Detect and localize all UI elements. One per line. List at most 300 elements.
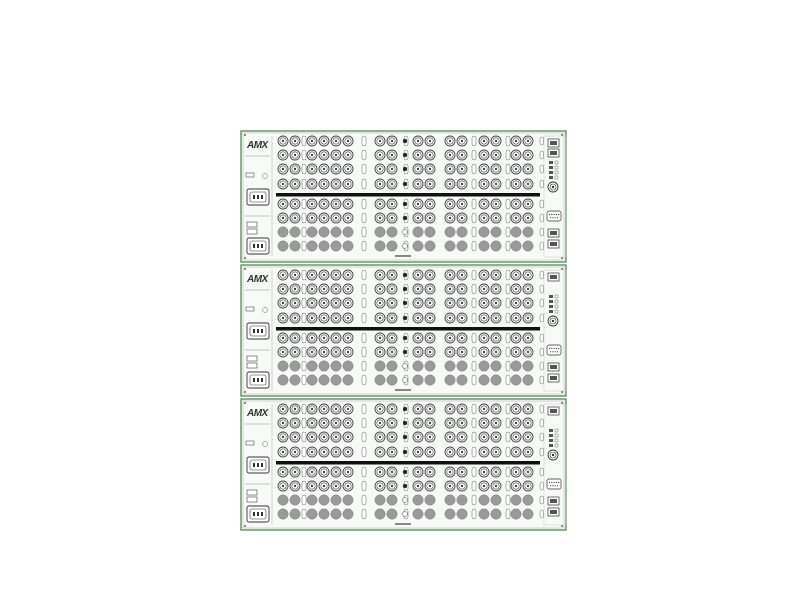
blank-plate xyxy=(331,509,341,519)
bnc-pin xyxy=(461,337,463,339)
card-ejector xyxy=(362,418,366,428)
blank-connector-icon xyxy=(445,361,455,371)
bnc-pin xyxy=(483,217,485,219)
bnc-connector-icon xyxy=(307,333,317,343)
bnc-connector-icon xyxy=(290,432,300,442)
status-led-icon xyxy=(549,439,553,442)
bnc-connector-icon xyxy=(307,447,317,457)
bnc-connector-icon xyxy=(491,136,501,146)
status-led-icon xyxy=(403,407,407,411)
bnc-pin xyxy=(391,274,393,276)
blank-plate xyxy=(523,361,533,371)
status-led-icon xyxy=(549,434,553,437)
blank-plate xyxy=(307,241,317,251)
bnc-connector-icon xyxy=(479,481,489,491)
bnc-pin xyxy=(429,140,431,142)
blank-plate xyxy=(425,241,435,251)
bnc-connector-icon xyxy=(457,284,467,294)
card-ejector xyxy=(472,404,476,414)
bnc-pin xyxy=(483,471,485,473)
bnc-connector-icon xyxy=(457,481,467,491)
mount-hole xyxy=(561,134,563,136)
blank-plate xyxy=(290,241,300,251)
bnc-connector-icon xyxy=(413,136,423,146)
status-led-icon xyxy=(403,216,407,220)
bnc-pin xyxy=(483,288,485,290)
bnc-pin xyxy=(391,140,393,142)
bnc-connector-icon xyxy=(511,447,521,457)
card-ejector xyxy=(302,313,306,323)
card-ejector xyxy=(362,432,366,442)
bnc-pin xyxy=(429,485,431,487)
rj45-jack xyxy=(550,365,557,369)
bnc-connector-icon xyxy=(491,333,501,343)
blank-connector-icon xyxy=(511,375,521,385)
blank-connector-icon xyxy=(307,495,317,505)
bnc-pin xyxy=(282,436,284,438)
rj45-jack xyxy=(550,376,557,380)
blank-connector-icon xyxy=(307,361,317,371)
bnc-connector-icon xyxy=(479,333,489,343)
bnc-pin xyxy=(335,451,337,453)
bnc-connector-icon xyxy=(290,481,300,491)
bnc-pin xyxy=(461,168,463,170)
blank-plate xyxy=(491,495,501,505)
bnc-connector-icon xyxy=(457,270,467,280)
bnc-connector-icon xyxy=(479,347,489,357)
bnc-connector-icon xyxy=(290,467,300,477)
bnc-pin xyxy=(335,302,337,304)
bnc-connector-icon xyxy=(307,164,317,174)
blank-plate xyxy=(343,227,353,237)
bnc-pin xyxy=(311,485,313,487)
card-ejector xyxy=(506,481,510,491)
bnc-connector-icon xyxy=(425,150,435,160)
blank-plate xyxy=(375,495,385,505)
blank-plate xyxy=(413,361,423,371)
card-ejector xyxy=(302,404,306,414)
bnc-pin xyxy=(495,351,497,353)
bnc-pin xyxy=(311,451,313,453)
status-led-icon xyxy=(403,167,407,171)
bnc-pin xyxy=(391,422,393,424)
status-led-icon xyxy=(549,305,553,308)
blank-plate xyxy=(511,227,521,237)
bnc-pin xyxy=(379,451,381,453)
bnc-pin xyxy=(391,203,393,205)
bnc-pin xyxy=(347,288,349,290)
bnc-pin xyxy=(429,422,431,424)
card-ejector xyxy=(302,298,306,308)
blank-plate xyxy=(331,361,341,371)
bnc-pin xyxy=(449,168,451,170)
card-ejector xyxy=(540,299,544,307)
blank-connector-icon xyxy=(319,375,329,385)
bnc-pin xyxy=(461,485,463,487)
bnc-connector-icon xyxy=(278,298,288,308)
bnc-connector-icon xyxy=(343,199,353,209)
bnc-connector-icon xyxy=(511,298,521,308)
blank-plate xyxy=(425,227,435,237)
card-ejector xyxy=(506,164,510,174)
bnc-connector-icon xyxy=(479,136,489,146)
blank-connector-icon xyxy=(413,375,423,385)
card-ejector xyxy=(362,467,366,477)
bnc-connector-icon xyxy=(387,404,397,414)
bnc-pin xyxy=(294,203,296,205)
bnc-connector-icon xyxy=(375,284,385,294)
bnc-pin xyxy=(417,140,419,142)
blank-plate xyxy=(319,227,329,237)
card-ejector xyxy=(302,467,306,477)
bnc-connector-icon xyxy=(425,447,435,457)
bnc-pin xyxy=(429,288,431,290)
bnc-connector-icon xyxy=(278,404,288,414)
bnc-pin xyxy=(294,168,296,170)
power-inlet-pin xyxy=(253,512,255,516)
bnc-connector-icon xyxy=(387,179,397,189)
bnc-connector-icon xyxy=(523,298,533,308)
bnc-pin xyxy=(335,217,337,219)
bnc-connector-icon xyxy=(425,432,435,442)
bnc-pin xyxy=(515,485,517,487)
card-ejector xyxy=(302,495,306,505)
blank-connector-icon xyxy=(387,361,397,371)
blank-connector-icon xyxy=(331,509,341,519)
bnc-connector-icon xyxy=(375,432,385,442)
bnc-connector-icon xyxy=(375,347,385,357)
status-led-icon xyxy=(403,182,407,186)
blank-connector-icon xyxy=(445,509,455,519)
card-ejector xyxy=(506,432,510,442)
bnc-connector-icon xyxy=(511,418,521,428)
card-ejector xyxy=(362,313,366,323)
blank-connector-icon xyxy=(387,241,397,251)
bnc-connector-icon xyxy=(445,199,455,209)
bnc-connector-icon xyxy=(425,404,435,414)
bnc-pin xyxy=(461,140,463,142)
bnc-pin xyxy=(449,302,451,304)
blank-plate xyxy=(457,227,467,237)
bnc-connector-icon xyxy=(479,313,489,323)
bnc-connector-icon xyxy=(343,164,353,174)
bnc-pin xyxy=(311,302,313,304)
bnc-connector-icon xyxy=(511,179,521,189)
bnc-pin xyxy=(311,351,313,353)
mount-hole xyxy=(244,134,246,136)
bnc-connector-icon xyxy=(331,467,341,477)
card-ejector xyxy=(506,467,510,477)
bnc-connector-icon xyxy=(319,213,329,223)
blank-plate xyxy=(523,227,533,237)
status-led-icon xyxy=(549,300,553,303)
bnc-connector-icon xyxy=(387,313,397,323)
status-led-icon xyxy=(549,429,553,432)
bnc-pin xyxy=(429,302,431,304)
mount-hole xyxy=(244,268,246,270)
bnc-connector-icon xyxy=(491,313,501,323)
blank-connector-icon xyxy=(278,241,288,251)
bnc-pin xyxy=(495,203,497,205)
bnc-connector-icon xyxy=(278,213,288,223)
db9-pin xyxy=(550,217,551,218)
blank-connector-icon xyxy=(523,227,533,237)
bnc-connector-icon xyxy=(331,333,341,343)
card-ejector xyxy=(506,199,510,209)
bnc-connector-icon xyxy=(445,270,455,280)
bnc-pin xyxy=(294,351,296,353)
blank-plate xyxy=(290,495,300,505)
bnc-connector-icon xyxy=(523,404,533,414)
card-ejector xyxy=(472,179,476,189)
rj45-jack xyxy=(550,409,557,413)
bnc-connector-icon xyxy=(523,270,533,280)
card-ejector xyxy=(472,213,476,223)
bnc-connector-icon xyxy=(343,333,353,343)
bnc-pin xyxy=(323,485,325,487)
bnc-pin xyxy=(527,168,529,170)
bnc-pin xyxy=(347,422,349,424)
bnc-pin xyxy=(323,274,325,276)
card-ejector xyxy=(540,348,544,356)
blank-connector-icon xyxy=(343,241,353,251)
bnc-connector-icon xyxy=(343,179,353,189)
mount-hole xyxy=(561,525,563,527)
bnc-pin xyxy=(379,485,381,487)
bnc-connector-icon xyxy=(457,136,467,146)
rj45-jack xyxy=(550,141,557,145)
blank-plate xyxy=(511,495,521,505)
bnc-pin xyxy=(347,154,349,156)
card-ejector xyxy=(540,362,544,370)
status-led-icon xyxy=(403,244,408,249)
bnc-connector-icon xyxy=(331,481,341,491)
card-ejector xyxy=(540,314,544,322)
bnc-pin xyxy=(323,471,325,473)
card-ejector xyxy=(302,241,306,251)
bnc-pin xyxy=(417,471,419,473)
bnc-connector-icon xyxy=(319,199,329,209)
bnc-pin xyxy=(417,302,419,304)
bnc-connector-icon xyxy=(343,447,353,457)
bnc-connector-icon xyxy=(425,347,435,357)
power-inlet-icon xyxy=(247,189,269,205)
card-ejector xyxy=(540,376,544,384)
bnc-pin xyxy=(347,471,349,473)
bnc-pin xyxy=(335,317,337,319)
blank-plate xyxy=(343,375,353,385)
card-ejector xyxy=(362,347,366,357)
bnc-connector-icon xyxy=(343,270,353,280)
bnc-connector-icon xyxy=(375,136,385,146)
bnc-pin xyxy=(294,140,296,142)
bnc-pin xyxy=(311,203,313,205)
bnc-pin xyxy=(417,217,419,219)
bnc-connector-icon xyxy=(290,313,300,323)
bnc-pin xyxy=(335,337,337,339)
blank-connector-icon xyxy=(290,227,300,237)
bnc-pin xyxy=(495,302,497,304)
card-ejector xyxy=(472,375,476,385)
blank-connector-icon xyxy=(290,495,300,505)
bnc-connector-icon xyxy=(445,432,455,442)
bnc-pin xyxy=(294,471,296,473)
blank-connector-icon xyxy=(425,509,435,519)
blank-plate xyxy=(445,509,455,519)
bnc-pin xyxy=(347,337,349,339)
card-ejector xyxy=(540,419,544,427)
card-ejector xyxy=(302,347,306,357)
blank-connector-icon xyxy=(290,375,300,385)
mount-hole xyxy=(244,391,246,393)
blank-plate xyxy=(307,375,317,385)
blank-connector-icon xyxy=(413,241,423,251)
bnc-connector-icon xyxy=(319,298,329,308)
power-inlet-pin xyxy=(261,244,263,248)
blank-plate xyxy=(387,509,397,519)
bnc-pin xyxy=(347,217,349,219)
bnc-pin xyxy=(379,203,381,205)
bnc-pin xyxy=(449,288,451,290)
status-led-icon xyxy=(403,316,407,320)
bnc-pin xyxy=(323,451,325,453)
bnc-connector-icon xyxy=(511,270,521,280)
bnc-connector-icon xyxy=(343,313,353,323)
card-ejector xyxy=(472,495,476,505)
card-ejector xyxy=(302,284,306,294)
card-divider xyxy=(276,461,540,465)
card-ejector xyxy=(302,136,306,146)
blank-connector-icon xyxy=(343,361,353,371)
bnc-connector-icon xyxy=(511,481,521,491)
model-label xyxy=(395,389,411,391)
bnc-pin xyxy=(311,154,313,156)
bnc-pin xyxy=(391,451,393,453)
blank-plate xyxy=(307,495,317,505)
card-ejector xyxy=(540,433,544,441)
bnc-pin xyxy=(495,217,497,219)
bnc-pin xyxy=(483,154,485,156)
db9-pin xyxy=(554,348,555,349)
bnc-pin xyxy=(335,422,337,424)
bnc-pin xyxy=(515,183,517,185)
blank-plate xyxy=(387,361,397,371)
card-ejector xyxy=(506,333,510,343)
bnc-pin xyxy=(379,217,381,219)
bnc-pin xyxy=(311,337,313,339)
bnc-pin xyxy=(527,288,529,290)
bnc-connector-icon xyxy=(445,481,455,491)
blank-connector-icon xyxy=(278,361,288,371)
bnc-connector-icon xyxy=(290,404,300,414)
fuse-holder xyxy=(247,222,257,227)
bnc-pin xyxy=(483,451,485,453)
bnc-connector-icon xyxy=(511,164,521,174)
bnc-connector-icon xyxy=(457,164,467,174)
blank-plate xyxy=(387,241,397,251)
blank-plate xyxy=(491,227,501,237)
bnc-pin xyxy=(461,217,463,219)
bnc-pin xyxy=(515,140,517,142)
bnc-pin xyxy=(311,274,313,276)
card-ejector xyxy=(506,136,510,146)
bnc-connector-icon xyxy=(511,213,521,223)
bnc-pin xyxy=(282,154,284,156)
blank-plate xyxy=(307,361,317,371)
bnc-pin xyxy=(449,217,451,219)
bnc-pin xyxy=(417,288,419,290)
mount-hole xyxy=(561,391,563,393)
bnc-pin xyxy=(282,471,284,473)
card-ejector xyxy=(540,242,544,250)
bnc-connector-icon xyxy=(331,136,341,146)
bnc-connector-icon xyxy=(413,270,423,280)
blank-connector-icon xyxy=(343,509,353,519)
bnc-pin xyxy=(311,183,313,185)
bnc-connector-icon xyxy=(387,270,397,280)
bnc-pin xyxy=(461,203,463,205)
blank-plate xyxy=(445,241,455,251)
bnc-connector-icon xyxy=(523,432,533,442)
blank-connector-icon xyxy=(375,227,385,237)
card-ejector xyxy=(540,165,544,173)
power-inlet-pin xyxy=(257,463,259,467)
blank-plate xyxy=(278,227,288,237)
power-inlet-pin xyxy=(253,195,255,199)
bnc-connector-icon xyxy=(375,298,385,308)
bnc-pin xyxy=(282,317,284,319)
bnc-pin xyxy=(495,485,497,487)
bnc-connector-icon xyxy=(425,313,435,323)
bnc-pin xyxy=(495,436,497,438)
blank-connector-icon xyxy=(375,509,385,519)
bnc-connector-icon xyxy=(491,404,501,414)
blank-plate xyxy=(457,495,467,505)
bnc-pin xyxy=(449,140,451,142)
bnc-connector-icon xyxy=(413,298,423,308)
rj45-port-icon xyxy=(548,229,559,237)
db9-pin xyxy=(554,214,555,215)
card-ejector xyxy=(472,270,476,280)
blank-connector-icon xyxy=(479,375,489,385)
bnc-connector-icon xyxy=(523,467,533,477)
bnc-pin xyxy=(323,154,325,156)
bnc-connector-icon xyxy=(457,179,467,189)
bnc-connector-icon xyxy=(331,432,341,442)
bnc-pin xyxy=(379,168,381,170)
bnc-connector-icon xyxy=(290,298,300,308)
bnc-connector-icon xyxy=(290,270,300,280)
blank-plate xyxy=(387,375,397,385)
power-inlet-pin xyxy=(257,329,259,333)
blank-connector-icon xyxy=(445,241,455,251)
blank-connector-icon xyxy=(307,227,317,237)
bnc-pin xyxy=(294,288,296,290)
bnc-pin xyxy=(515,351,517,353)
bnc-connector-icon xyxy=(479,284,489,294)
bnc-pin xyxy=(527,274,529,276)
status-led-icon xyxy=(549,176,553,179)
bnc-pin xyxy=(323,351,325,353)
rj45-jack xyxy=(550,275,557,279)
blank-connector-icon xyxy=(413,495,423,505)
blank-connector-icon xyxy=(413,227,423,237)
bnc-connector-icon xyxy=(413,404,423,414)
bnc-connector-icon xyxy=(319,481,329,491)
blank-connector-icon xyxy=(491,227,501,237)
status-led-icon xyxy=(403,301,407,305)
bnc-connector-icon xyxy=(491,467,501,477)
